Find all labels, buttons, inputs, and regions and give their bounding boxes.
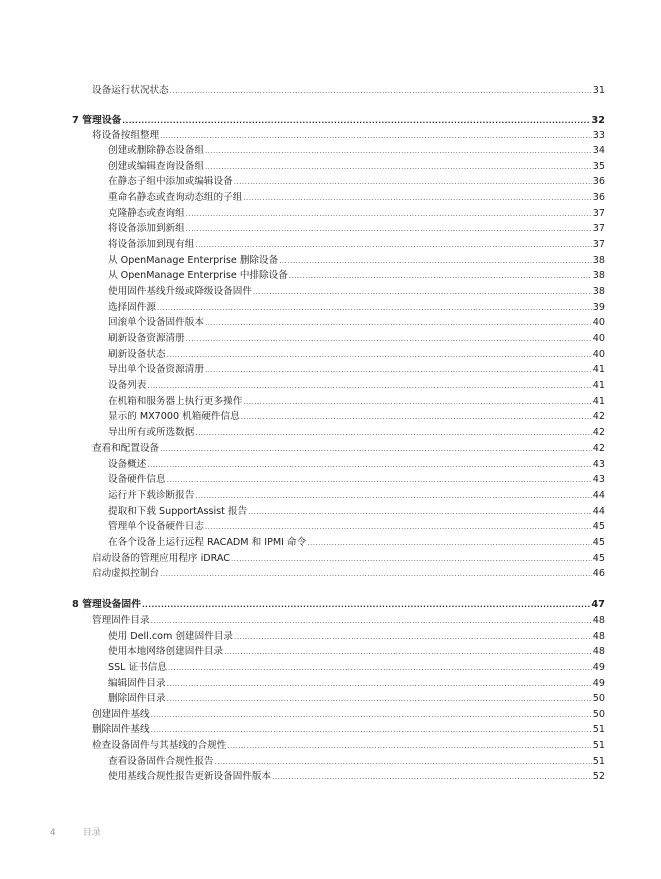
- toc-entry-title: 导出所有或所选数据: [108, 427, 195, 438]
- toc-entry-title: 启动虚拟控制台: [92, 568, 160, 579]
- toc-entry[interactable]: [108, 410, 605, 424]
- toc-entry-page: 51: [592, 740, 605, 751]
- toc-entry-title: 查看设备固件合规性报告: [108, 756, 214, 767]
- toc-entry[interactable]: [108, 677, 605, 691]
- toc-entry-page: 49: [592, 662, 605, 673]
- toc-entry[interactable]: [108, 505, 605, 519]
- dot-leader: [157, 301, 592, 315]
- toc-entry-title: 使用固件基线升级或降级设备固件: [108, 286, 252, 297]
- dot-leader: [151, 723, 592, 737]
- toc-entry[interactable]: [108, 175, 605, 189]
- toc-entry-page: 40: [592, 333, 605, 344]
- toc-entry-page: 33: [592, 130, 605, 141]
- dot-leader: [167, 677, 592, 691]
- toc-entry-title: 从 OpenManage Enterprise 中排除设备: [108, 270, 288, 281]
- toc-entry-title: 将设备添加到新组: [108, 223, 185, 234]
- toc-entry-title: 管理固件目录: [92, 615, 150, 626]
- toc-entry-title: 查看和配置设备: [92, 443, 160, 454]
- toc-entry[interactable]: [108, 222, 605, 236]
- toc-entry-page: 43: [592, 474, 605, 485]
- dot-leader: [186, 222, 592, 236]
- toc-entry-page: 49: [592, 678, 605, 689]
- toc-entry[interactable]: [108, 238, 605, 252]
- toc-entry-page: 47: [591, 599, 605, 610]
- toc-entry-page: 38: [592, 270, 605, 281]
- toc-entry[interactable]: [92, 739, 605, 753]
- toc-entry-title: 刷新设备状态: [108, 349, 166, 360]
- toc-entry[interactable]: [92, 567, 605, 581]
- dot-leader: [167, 692, 592, 706]
- dot-leader: [151, 614, 592, 628]
- toc-entry-page: 41: [592, 380, 605, 391]
- toc-chapter-entry[interactable]: [72, 598, 605, 612]
- footer-page-number: 4: [50, 828, 56, 838]
- dot-leader: [227, 739, 591, 753]
- page-footer: [50, 825, 101, 838]
- toc-entry[interactable]: [108, 160, 605, 174]
- toc-entry-title: 在各个设备上运行远程 RACADM 和 IPMI 命令: [108, 537, 307, 548]
- toc-entry-title: 将设备添加到现有组: [108, 239, 195, 250]
- toc-entry-page: 51: [592, 756, 605, 767]
- dot-leader: [167, 348, 592, 362]
- toc-entry-title: 回滚单个设备固件版本: [108, 317, 204, 328]
- toc-entry[interactable]: [108, 489, 605, 503]
- toc-entry-page: 48: [592, 615, 605, 626]
- toc-entry-page: 42: [592, 427, 605, 438]
- toc-entry[interactable]: [108, 661, 605, 675]
- toc-entry-page: 48: [592, 631, 605, 642]
- toc-entry-title: 使用本地网络创建固件目录: [108, 646, 224, 657]
- toc-entry-title: 设备硬件信息: [108, 474, 166, 485]
- toc-entry-page: 37: [592, 208, 605, 219]
- toc-entry-page: 44: [592, 490, 605, 501]
- toc-entry-page: 39: [592, 302, 605, 313]
- toc-entry[interactable]: [108, 348, 605, 362]
- toc-entry-page: 40: [592, 349, 605, 360]
- dot-leader: [205, 144, 592, 158]
- toc-entry-title: 使用基线合规性报告更新设备固件版本: [108, 771, 272, 782]
- toc-entry-title: 设备运行状况状态: [92, 85, 169, 96]
- toc-entry-page: 45: [592, 553, 605, 564]
- toc-entry-page: 36: [592, 192, 605, 203]
- toc-entry-title: 管理单个设备硬件日志: [108, 521, 204, 532]
- toc-entry-title: 8 管理设备固件: [72, 599, 142, 610]
- toc-entry-title: 在静态子组中添加或编辑设备: [108, 176, 233, 187]
- toc-entry-title: 从 OpenManage Enterprise 删除设备: [108, 255, 279, 266]
- dot-leader: [160, 129, 592, 143]
- toc-entry-title: 检查设备固件与其基线的合规性: [92, 740, 227, 751]
- dot-leader: [253, 285, 592, 299]
- toc-entry-title: 显示的 MX7000 机箱硬件信息: [108, 411, 240, 422]
- toc-entry-title: 启动设备的管理应用程序 iDRAC: [92, 553, 231, 564]
- dot-leader: [243, 395, 591, 409]
- toc-entry-title: 7 管理设备: [72, 115, 122, 126]
- toc-entry[interactable]: [92, 614, 605, 628]
- toc-entry[interactable]: [108, 332, 605, 346]
- toc-entry-title: 在机箱和服务器上执行更多操作: [108, 396, 243, 407]
- dot-leader: [195, 238, 591, 252]
- dot-leader: [160, 442, 592, 456]
- toc-entry[interactable]: [108, 755, 605, 769]
- toc-entry[interactable]: [108, 191, 605, 205]
- toc-entry-title: 删除固件基线: [92, 724, 150, 735]
- toc-entry-title: 创建固件基线: [92, 709, 150, 720]
- toc-entry-title: 导出单个设备资源清册: [108, 364, 204, 375]
- toc-entry[interactable]: [108, 770, 605, 784]
- toc-entry-page: 38: [592, 286, 605, 297]
- toc-entry[interactable]: [92, 708, 605, 722]
- dot-leader: [142, 598, 590, 612]
- toc-entry-title: 克隆静态或查询组: [108, 208, 185, 219]
- toc-entry[interactable]: [92, 129, 605, 143]
- toc-entry-page: 45: [592, 537, 605, 548]
- toc-entry[interactable]: [108, 301, 605, 315]
- toc-entry[interactable]: [108, 285, 605, 299]
- toc-entry-page: 34: [592, 145, 605, 156]
- toc-entry-title: 删除固件目录: [108, 693, 166, 704]
- toc-entry[interactable]: [108, 316, 605, 330]
- toc-entry[interactable]: [108, 458, 605, 472]
- toc-entry-title: 使用 Dell.com 创建固件目录: [108, 631, 234, 642]
- dot-leader: [167, 473, 592, 487]
- toc-entry[interactable]: [92, 442, 605, 456]
- dot-leader: [122, 114, 590, 128]
- toc-entry[interactable]: [108, 426, 605, 440]
- dot-leader: [224, 645, 592, 659]
- dot-leader: [147, 458, 591, 472]
- toc-entry[interactable]: [108, 536, 605, 550]
- toc-entry-page: 44: [592, 506, 605, 517]
- toc-entry-page: 35: [592, 161, 605, 172]
- toc-entry[interactable]: [92, 723, 605, 737]
- toc-entry-page: 37: [592, 223, 605, 234]
- toc-entry-title: 刷新设备资源清册: [108, 333, 185, 344]
- toc-entry[interactable]: [108, 473, 605, 487]
- toc-entry-page: 45: [592, 521, 605, 532]
- toc-entry[interactable]: [108, 363, 605, 377]
- toc-entry-page: 31: [592, 85, 605, 96]
- dot-leader: [243, 191, 591, 205]
- toc-entry-page: 41: [592, 364, 605, 375]
- dot-leader: [234, 630, 592, 644]
- toc-entry-title: 选择固件源: [108, 302, 156, 313]
- toc-chapter-entry[interactable]: [72, 114, 605, 128]
- dot-leader: [205, 363, 592, 377]
- toc-entry-title: 编辑固件目录: [108, 678, 166, 689]
- dot-leader: [205, 316, 592, 330]
- toc-entry-page: 36: [592, 176, 605, 187]
- toc-entry-page: 41: [592, 396, 605, 407]
- toc-entry[interactable]: [108, 520, 605, 534]
- dot-leader: [272, 770, 592, 784]
- toc-entry[interactable]: [108, 692, 605, 706]
- dot-leader: [147, 379, 591, 393]
- toc-entry-title: 提取和下载 SupportAssist 报告: [108, 506, 248, 517]
- toc-entry-page: 42: [592, 411, 605, 422]
- toc-entry[interactable]: [108, 645, 605, 659]
- dot-leader: [234, 175, 592, 189]
- dot-leader: [168, 661, 592, 675]
- dot-leader: [289, 269, 592, 283]
- toc-entry-page: 37: [592, 239, 605, 250]
- toc-entry-title: SSL 证书信息: [108, 662, 167, 673]
- toc-entry-page: 50: [592, 709, 605, 720]
- toc-entry[interactable]: [108, 269, 605, 283]
- dot-leader: [241, 410, 592, 424]
- toc-entry-page: 38: [592, 255, 605, 266]
- dot-leader: [205, 520, 592, 534]
- dot-leader: [195, 489, 591, 503]
- toc-entry-title: 重命名静态或查询动态组的子组: [108, 192, 243, 203]
- dot-leader: [151, 708, 592, 722]
- toc-entry-page: 48: [592, 646, 605, 657]
- toc-entry-page: 42: [592, 443, 605, 454]
- toc-entry[interactable]: [108, 207, 605, 221]
- dot-leader: [205, 160, 592, 174]
- dot-leader: [186, 332, 592, 346]
- toc-entry-title: 创建或编辑查询设备组: [108, 161, 204, 172]
- toc-entry-page: 43: [592, 459, 605, 470]
- dot-leader: [248, 505, 592, 519]
- dot-leader: [195, 426, 591, 440]
- toc-entry[interactable]: [108, 630, 605, 644]
- toc-entry-page: 50: [592, 693, 605, 704]
- dot-leader: [186, 207, 592, 221]
- toc-entry[interactable]: [108, 379, 605, 393]
- toc-entry[interactable]: [108, 254, 605, 268]
- toc-entry-page: 52: [592, 771, 605, 782]
- toc-entry[interactable]: [92, 84, 605, 98]
- toc-entry-title: 设备列表: [108, 380, 147, 391]
- toc-entry-page: 32: [591, 115, 605, 126]
- dot-leader: [231, 552, 592, 566]
- toc-entry[interactable]: [92, 552, 605, 566]
- dot-leader: [279, 254, 592, 268]
- toc-entry[interactable]: [108, 144, 605, 158]
- dot-leader: [215, 755, 592, 769]
- dot-leader: [307, 536, 592, 550]
- toc-entry-title: 设备概述: [108, 459, 147, 470]
- dot-leader: [160, 567, 592, 581]
- toc-entry-page: 40: [592, 317, 605, 328]
- toc-entry-title: 将设备按组整理: [92, 130, 160, 141]
- toc-entry-page: 51: [592, 724, 605, 735]
- dot-leader: [170, 84, 592, 98]
- toc-entry[interactable]: [108, 395, 605, 409]
- toc-entry-title: 运行并下载诊断报告: [108, 490, 195, 501]
- footer-label: 目录: [82, 828, 101, 838]
- toc-entry-title: 创建或删除静态设备组: [108, 145, 204, 156]
- toc-entry-page: 46: [592, 568, 605, 579]
